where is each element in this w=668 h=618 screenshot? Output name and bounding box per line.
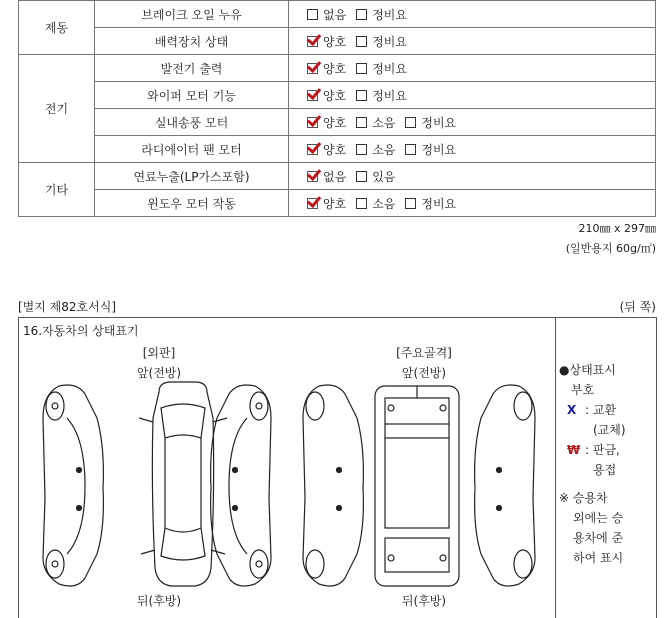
item-cell: 브레이크 오일 누유 <box>95 1 289 28</box>
options-cell <box>289 163 656 190</box>
checked-box-icon[interactable] <box>307 198 318 209</box>
option-양호[interactable] <box>307 60 346 77</box>
option-label: 없음 <box>323 7 347 22</box>
sheet-metal-mark-icon: ₩ <box>567 443 581 457</box>
option-label: 소음 <box>372 115 396 130</box>
options-cell <box>289 55 656 82</box>
category-cell: 기타 <box>19 163 95 217</box>
top-view-car <box>139 382 227 586</box>
option-label: 정비요 <box>372 61 407 76</box>
options-cell <box>289 136 656 163</box>
item-cell: 와이퍼 모터 기능 <box>95 82 289 109</box>
table-row <box>19 1 656 28</box>
option-label: 양호 <box>323 61 347 76</box>
option-label: 양호 <box>323 88 347 103</box>
option-정비요[interactable] <box>405 114 456 131</box>
table-row <box>19 28 656 55</box>
checked-box-icon[interactable] <box>307 117 318 128</box>
table-row <box>19 163 656 190</box>
checkbox-icon[interactable] <box>405 117 416 128</box>
option-정비요[interactable] <box>405 141 456 158</box>
option-양호[interactable] <box>307 114 346 131</box>
paper-size-note: 210㎜ x 297㎜ <box>578 222 656 235</box>
condition-diagram-box <box>18 317 657 618</box>
exterior-rear-label: 뒤(후방) <box>136 594 182 608</box>
option-정비요[interactable] <box>405 195 456 212</box>
option-양호[interactable] <box>307 141 346 158</box>
checked-box-icon[interactable] <box>307 36 318 47</box>
sheet-metal-desc-2: 용접 <box>593 463 617 477</box>
form-header <box>18 298 656 315</box>
checkbox-icon[interactable] <box>405 144 416 155</box>
table-row <box>19 82 656 109</box>
option-label: 정비요 <box>372 7 407 22</box>
frame-right-side <box>475 385 535 586</box>
item-cell: 윈도우 모터 작동 <box>95 190 289 217</box>
option-정비요[interactable] <box>356 60 407 77</box>
option-정비요[interactable] <box>356 6 407 23</box>
options-cell <box>289 190 656 217</box>
option-양호[interactable] <box>307 195 346 212</box>
legend-note-2: 외에는 승 <box>573 511 624 525</box>
option-없음[interactable] <box>307 6 346 23</box>
option-label: 정비요 <box>421 115 457 130</box>
option-label: 양호 <box>323 115 347 130</box>
frame-label: [주요골격] <box>396 346 452 360</box>
checkbox-icon[interactable] <box>356 144 367 155</box>
table-row <box>19 190 656 217</box>
checkbox-icon[interactable] <box>356 171 367 182</box>
item-cell: 발전기 출력 <box>95 55 289 82</box>
option-양호[interactable] <box>307 87 346 104</box>
item-cell: 실내송풍 모터 <box>95 109 289 136</box>
item-cell: 라디에이터 팬 모터 <box>95 136 289 163</box>
page-side-label: (뒤 쪽) <box>619 300 656 314</box>
option-정비요[interactable] <box>356 87 407 104</box>
options-cell <box>289 28 656 55</box>
option-label: 양호 <box>323 34 347 49</box>
option-label: 소음 <box>372 142 396 157</box>
checkbox-icon[interactable] <box>356 90 367 101</box>
item-cell: 배력장치 상태 <box>95 28 289 55</box>
options-cell <box>289 109 656 136</box>
category-cell: 전기 <box>19 55 95 163</box>
left-side-car <box>43 385 103 586</box>
option-label: 소음 <box>372 196 396 211</box>
checkbox-icon[interactable] <box>356 36 367 47</box>
option-label: 없음 <box>323 169 347 184</box>
option-label: 정비요 <box>372 88 407 103</box>
option-정비요[interactable] <box>356 33 407 50</box>
option-label: 정비요 <box>372 34 407 49</box>
table-row <box>19 55 656 82</box>
option-양호[interactable] <box>307 33 346 50</box>
checked-box-icon[interactable] <box>307 90 318 101</box>
checked-box-icon[interactable] <box>307 171 318 182</box>
frame-rear-label: 뒤(후방) <box>401 594 447 608</box>
section-title: 16.자동차의 상태표기 <box>23 324 139 338</box>
option-없음[interactable] <box>307 168 346 185</box>
legend <box>559 360 655 568</box>
option-있음[interactable] <box>356 168 395 185</box>
paper-type-note: (일반용지 60g/㎡) <box>565 242 656 255</box>
category-cell: 제동 <box>19 1 95 55</box>
option-label: 정비요 <box>421 196 457 211</box>
legend-note-1: ※ 승용차 <box>559 491 608 505</box>
exterior-label: [외판] <box>142 346 176 360</box>
checkbox-icon[interactable] <box>405 198 416 209</box>
checkbox-icon[interactable] <box>356 9 367 20</box>
option-소음[interactable] <box>356 114 395 131</box>
checked-box-icon[interactable] <box>307 63 318 74</box>
car-diagram-drawing <box>19 378 555 592</box>
inspection-table <box>18 0 656 217</box>
option-소음[interactable] <box>356 141 395 158</box>
frame-top-view <box>375 386 459 586</box>
sheet-metal-desc: : 판금, <box>585 443 620 457</box>
option-label: 있음 <box>372 169 396 184</box>
table-row <box>19 109 656 136</box>
exchange-mark-icon: X <box>567 403 577 417</box>
options-cell <box>289 1 656 28</box>
legend-subtitle: 부호 <box>571 383 595 397</box>
checkbox-icon[interactable] <box>307 9 318 20</box>
form-number: [별지 제82호서식] <box>18 300 116 314</box>
option-label: 양호 <box>323 142 347 157</box>
option-소음[interactable] <box>356 195 395 212</box>
options-cell <box>289 82 656 109</box>
frame-front-label: 앞(전방) <box>401 366 447 380</box>
exterior-front-label: 앞(전방) <box>136 366 182 380</box>
option-label: 양호 <box>323 196 347 211</box>
table-row <box>19 136 656 163</box>
checkbox-icon[interactable] <box>356 117 367 128</box>
checkbox-icon[interactable] <box>356 198 367 209</box>
option-label: 정비요 <box>421 142 457 157</box>
checked-box-icon[interactable] <box>307 144 318 155</box>
frame-left-side <box>303 385 363 586</box>
item-cell: 연료누출(LP가스포함) <box>95 163 289 190</box>
exchange-desc-2: (교체) <box>593 423 626 437</box>
exchange-desc: : 교환 <box>585 403 617 417</box>
legend-title: ●상태표시 <box>559 363 616 377</box>
legend-note-3: 용차에 준 <box>573 531 624 545</box>
checkbox-icon[interactable] <box>356 63 367 74</box>
legend-divider <box>555 318 556 618</box>
right-side-car <box>211 385 271 586</box>
legend-note-4: 하여 표시 <box>573 551 624 565</box>
